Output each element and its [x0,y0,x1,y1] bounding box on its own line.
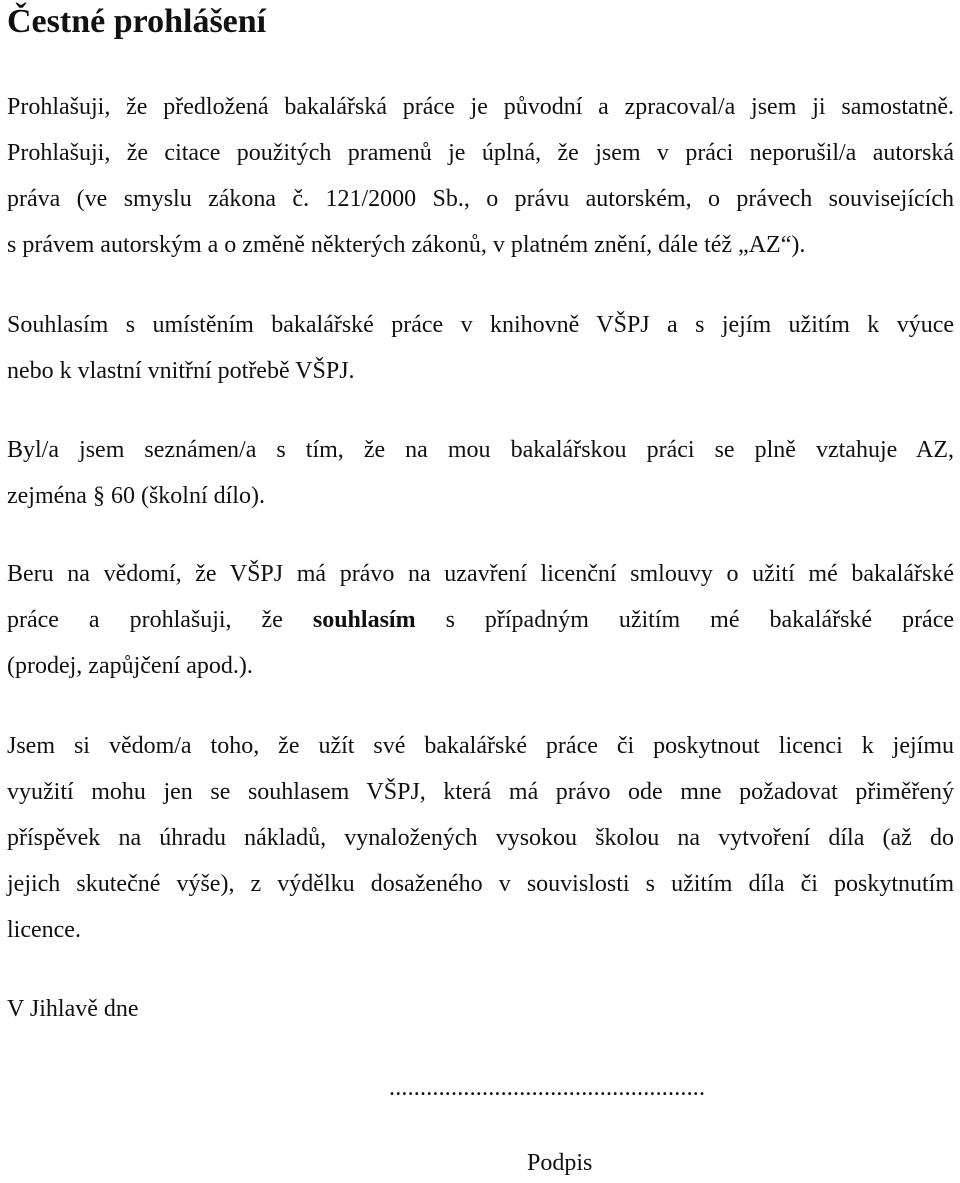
paragraph-line: Prohlašuji, že citace použitých pramenů je úplná, že jsem v práci neporušil/a autorská [7,140,954,166]
declaration-paragraph-originality [7,84,954,268]
consent-emphasis: souhlasím [312,607,416,633]
paragraph-line: využití mohu jen se souhlasem VŠPJ, která má právo ode mne požadovat přiměřený [7,779,954,805]
document-title: Čestné prohlášení [7,3,267,40]
declaration-paragraph-license-agreement [7,551,954,689]
signature-label: Podpis [527,1150,593,1176]
paragraph-line: zejména § 60 (školní dílo). [7,483,265,509]
paragraph-line: licence. [7,917,81,943]
paragraph-line: nebo k vlastní vnitřní potřebě VŠPJ. [7,358,355,384]
paragraph-text: práce a prohlašuji, že [7,607,283,633]
paragraph-line: Souhlasím s umístěním bakalářské práce v knihovně VŠPJ a s jejím užitím k výuce [7,312,954,338]
paragraph-line: Byl/a jsem seznámen/a s tím, že na mou bakalářskou práci se plně vztahuje AZ, [7,437,954,463]
signature-line: ................................................... [389,1075,706,1101]
place-date-label: V Jihlavě dne [7,996,139,1022]
declaration-paragraph-school-work [7,427,954,519]
paragraph-line: s právem autorským a o změně některých zákonů, v platném znění, dále též „AZ“). [7,232,806,258]
paragraph-line: práva (ve smyslu zákona č. 121/2000 Sb., o právu autorském, o právech souvisejících [7,186,954,212]
paragraph-line: Beru na vědomí, že VŠPJ má právo na uzavření licenční smlouvy o užití mé bakalářské [7,561,954,587]
paragraph-text: s případným užitím mé bakalářské práce [445,607,955,633]
paragraph-line: Jsem si vědom/a toho, že užít své bakalářské práce či poskytnout licenci k jejímu [7,733,954,759]
paragraph-line: Prohlašuji, že předložená bakalářská práce je původní a zpracoval/a jsem ji samostatně. [7,94,954,120]
paragraph-line: (prodej, zapůjčení apod.). [7,653,253,679]
paragraph-line: jejich skutečné výše), z výdělku dosaženého v souvislosti s užitím díla či poskytnutím [7,871,954,897]
paragraph-line: příspěvek na úhradu nákladů, vynaložených vysokou školou na vytvoření díla (až do [7,825,954,851]
paragraph-line [7,597,954,643]
declaration-paragraph-library-consent [7,302,954,394]
declaration-paragraph-license-usage [7,723,954,953]
